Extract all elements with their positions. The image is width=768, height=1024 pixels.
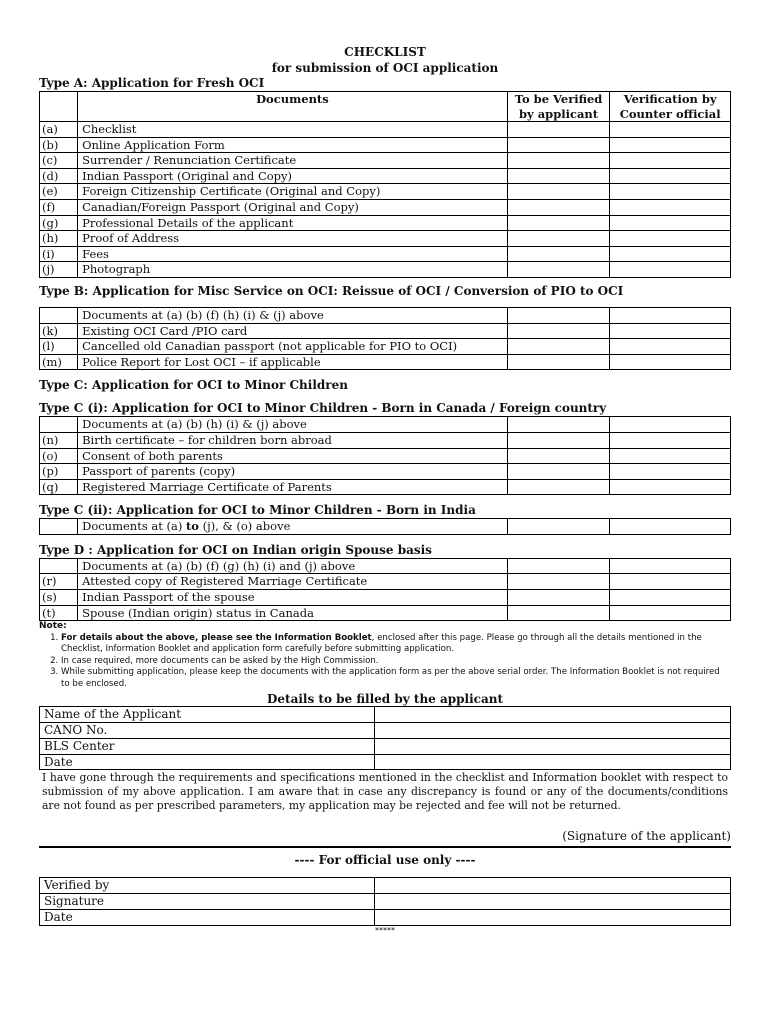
table-row — [40, 184, 731, 200]
table-row — [40, 199, 731, 215]
applicant-check-cell[interactable] — [507, 574, 610, 590]
applicant-check-cell[interactable] — [507, 605, 610, 621]
type-c2-table — [39, 518, 731, 535]
applicant-check-cell[interactable] — [507, 519, 610, 535]
counter-check-cell[interactable] — [610, 590, 731, 606]
row-document: Spouse (Indian origin) status in Canada — [78, 605, 508, 621]
row-document: Proof of Address — [78, 231, 508, 247]
counter-check-cell[interactable] — [610, 558, 731, 574]
type-c1-table — [39, 416, 731, 495]
table-row — [40, 307, 731, 323]
row-document: Police Report for Lost OCI – if applicable — [78, 354, 508, 370]
row-document: Online Application Form — [78, 137, 508, 153]
counter-check-cell[interactable] — [610, 184, 731, 200]
notes-title: Note: — [39, 621, 67, 632]
applicant-check-cell[interactable] — [507, 448, 610, 464]
table-row — [40, 574, 731, 590]
field-value-input[interactable] — [375, 723, 731, 739]
row-sno: (g) — [40, 215, 78, 231]
field-value-input[interactable] — [375, 754, 731, 770]
row-sno: (t) — [40, 605, 78, 621]
applicant-check-cell[interactable] — [507, 153, 610, 169]
row-document: Attested copy of Registered Marriage Certificate — [78, 574, 508, 590]
applicant-check-cell[interactable] — [507, 354, 610, 370]
applicant-check-cell[interactable] — [507, 464, 610, 480]
field-label: BLS Center — [40, 738, 375, 754]
counter-check-cell[interactable] — [610, 262, 731, 278]
row-sno: (h) — [40, 231, 78, 247]
row-sno: (m) — [40, 354, 78, 370]
note-item-1: 1. For details about the above, please see the Information Booklet, enclosed after this page. Please go through all the details mentioned in the Checklist, Information Booklet and application form carefully before submitting application. — [61, 633, 731, 656]
official-use-title: ---- For official use only ---- — [294, 853, 476, 868]
type-c2-heading: Type C (ii): Application for OCI to Minor Children - Born in India — [39, 503, 476, 518]
field-label: CANO No. — [40, 723, 375, 739]
applicant-check-cell[interactable] — [507, 184, 610, 200]
details-title: Details to be filled by the applicant — [266, 692, 504, 707]
row-document: Indian Passport of the spouse — [78, 590, 508, 606]
table-row — [40, 153, 731, 169]
row-sno: (d) — [40, 168, 78, 184]
note-item-3: 3. While submitting application, please keep the documents with the application form as per the above serial order. The Information Booklet is not required to be enclosed. — [61, 667, 731, 690]
table-row — [40, 448, 731, 464]
field-label: Signature — [40, 894, 375, 910]
counter-check-cell[interactable] — [610, 137, 731, 153]
table-row — [40, 168, 731, 184]
table-row — [40, 519, 731, 535]
table-row — [40, 323, 731, 339]
applicant-check-cell[interactable] — [507, 432, 610, 448]
type-d-heading: Type D : Application for OCI on Indian origin Spouse basis — [39, 542, 432, 557]
form-field-row — [40, 738, 731, 754]
counter-check-cell[interactable] — [610, 122, 731, 138]
counter-check-cell[interactable] — [610, 153, 731, 169]
field-value-input[interactable] — [375, 894, 731, 910]
type-b-table — [39, 307, 731, 370]
type-a-header-row — [40, 92, 731, 122]
row-document: Cancelled old Canadian passport (not applicable for PIO to OCI) — [78, 339, 508, 355]
documents-header: Documents — [78, 92, 508, 122]
counter-check-cell[interactable] — [610, 417, 731, 433]
form-field-row — [40, 910, 731, 926]
table-row — [40, 137, 731, 153]
page-title: CHECKLIST — [344, 45, 426, 59]
counter-check-cell[interactable] — [610, 479, 731, 495]
row-document: Checklist — [78, 122, 508, 138]
form-field-row — [40, 754, 731, 770]
details-table — [39, 706, 731, 770]
applicant-check-cell[interactable] — [507, 246, 610, 262]
row-sno — [40, 519, 78, 535]
row-document: Canadian/Foreign Passport (Original and Copy) — [78, 199, 508, 215]
row-sno: (s) — [40, 590, 78, 606]
row-sno: (k) — [40, 323, 78, 339]
footer-stars: ***** — [375, 925, 395, 935]
field-value-input[interactable] — [375, 878, 731, 894]
row-document: Documents at (a) (b) (f) (h) (i) & (j) above — [78, 307, 508, 323]
form-field-row — [40, 894, 731, 910]
applicant-check-cell[interactable] — [507, 137, 610, 153]
row-sno: (c) — [40, 153, 78, 169]
row-sno: (l) — [40, 339, 78, 355]
counter-check-cell[interactable] — [610, 215, 731, 231]
applicant-check-cell[interactable] — [507, 168, 610, 184]
applicant-check-cell[interactable] — [507, 558, 610, 574]
counter-check-cell[interactable] — [610, 354, 731, 370]
row-sno: (i) — [40, 246, 78, 262]
row-sno: (n) — [40, 432, 78, 448]
applicant-check-cell[interactable] — [507, 199, 610, 215]
row-sno: (o) — [40, 448, 78, 464]
verified-applicant-header: To be Verified by applicant — [507, 92, 610, 122]
official-table — [39, 877, 731, 925]
field-label: Date — [40, 910, 375, 926]
counter-check-cell[interactable] — [610, 323, 731, 339]
row-document: Documents at (a) to (j), & (o) above — [78, 519, 508, 535]
counter-check-cell[interactable] — [610, 605, 731, 621]
row-document: Registered Marriage Certificate of Parents — [78, 479, 508, 495]
row-sno: (j) — [40, 262, 78, 278]
row-sno: (b) — [40, 137, 78, 153]
row-document: Indian Passport (Original and Copy) — [78, 168, 508, 184]
table-row — [40, 417, 731, 433]
counter-check-cell[interactable] — [610, 199, 731, 215]
row-sno: (f) — [40, 199, 78, 215]
row-document: Foreign Citizenship Certificate (Original and Copy) — [78, 184, 508, 200]
declaration-text: I have gone through the requirements and specifications mentioned in the checklist and Information booklet with respect to submission of my above application. I am aware that in case any discrepancy is found or any of the documents/conditions are not found as per prescribed parameters, my application may be rejected and fee will not be returned. — [42, 771, 728, 813]
table-row — [40, 479, 731, 495]
row-document: Existing OCI Card /PIO card — [78, 323, 508, 339]
type-b-heading: Type B: Application for Misc Service on OCI: Reissue of OCI / Conversion of PIO to OCI — [39, 283, 624, 298]
sno-header — [40, 92, 78, 122]
verified-counter-header: Verification by Counter official — [610, 92, 731, 122]
field-label: Name of the Applicant — [40, 707, 375, 723]
applicant-check-cell[interactable] — [507, 417, 610, 433]
row-sno — [40, 307, 78, 323]
table-row — [40, 590, 731, 606]
form-field-row — [40, 878, 731, 894]
notes-section — [39, 621, 731, 690]
applicant-check-cell[interactable] — [507, 215, 610, 231]
counter-check-cell[interactable] — [610, 432, 731, 448]
applicant-check-cell[interactable] — [507, 307, 610, 323]
row-document: Surrender / Renunciation Certificate — [78, 153, 508, 169]
applicant-check-cell[interactable] — [507, 323, 610, 339]
field-value-input[interactable] — [375, 738, 731, 754]
counter-check-cell[interactable] — [610, 246, 731, 262]
counter-check-cell[interactable] — [610, 448, 731, 464]
applicant-check-cell[interactable] — [507, 231, 610, 247]
form-field-row — [40, 723, 731, 739]
counter-check-cell[interactable] — [610, 464, 731, 480]
row-sno: (r) — [40, 574, 78, 590]
counter-check-cell[interactable] — [610, 574, 731, 590]
row-document: Fees — [78, 246, 508, 262]
type-c-heading: Type C: Application for OCI to Minor Children — [39, 378, 348, 393]
row-document: Consent of both parents — [78, 448, 508, 464]
applicant-check-cell[interactable] — [507, 479, 610, 495]
table-row — [40, 231, 731, 247]
table-row — [40, 354, 731, 370]
applicant-check-cell[interactable] — [507, 122, 610, 138]
row-sno: (p) — [40, 464, 78, 480]
row-document: Birth certificate – for children born abroad — [78, 432, 508, 448]
table-row — [40, 464, 731, 480]
applicant-check-cell[interactable] — [507, 590, 610, 606]
row-sno: (e) — [40, 184, 78, 200]
signature-label: (Signature of the applicant) — [562, 829, 731, 844]
type-a-heading: Type A: Application for Fresh OCI — [39, 76, 265, 90]
note-item-2: 2. In case required, more documents can be asked by the High Commission. — [61, 656, 731, 668]
table-row — [40, 339, 731, 355]
counter-check-cell[interactable] — [610, 168, 731, 184]
type-a-table — [39, 91, 731, 278]
field-value-input[interactable] — [375, 910, 731, 926]
row-sno: (a) — [40, 122, 78, 138]
checklist-page — [39, 44, 731, 936]
row-sno — [40, 417, 78, 433]
field-value-input[interactable] — [375, 707, 731, 723]
table-row — [40, 605, 731, 621]
table-row — [40, 246, 731, 262]
field-label: Date — [40, 754, 375, 770]
counter-check-cell[interactable] — [610, 339, 731, 355]
table-row — [40, 558, 731, 574]
type-c1-heading: Type C (i): Application for OCI to Minor Children - Born in Canada / Foreign country — [39, 401, 607, 416]
applicant-check-cell[interactable] — [507, 262, 610, 278]
row-document: Photograph — [78, 262, 508, 278]
type-d-table — [39, 558, 731, 621]
signature-rule — [39, 846, 731, 848]
table-row — [40, 122, 731, 138]
row-sno: (q) — [40, 479, 78, 495]
row-sno — [40, 558, 78, 574]
row-document: Passport of parents (copy) — [78, 464, 508, 480]
counter-check-cell[interactable] — [610, 231, 731, 247]
table-row — [40, 432, 731, 448]
row-document: Professional Details of the applicant — [78, 215, 508, 231]
row-document: Documents at (a) (b) (h) (i) & (j) above — [78, 417, 508, 433]
form-field-row — [40, 707, 731, 723]
page-subtitle: for submission of OCI application — [271, 61, 499, 75]
counter-check-cell[interactable] — [610, 307, 731, 323]
row-document: Documents at (a) (b) (f) (g) (h) (i) and (j) above — [78, 558, 508, 574]
counter-check-cell[interactable] — [610, 519, 731, 535]
table-row — [40, 262, 731, 278]
field-label: Verified by — [40, 878, 375, 894]
applicant-check-cell[interactable] — [507, 339, 610, 355]
table-row — [40, 215, 731, 231]
